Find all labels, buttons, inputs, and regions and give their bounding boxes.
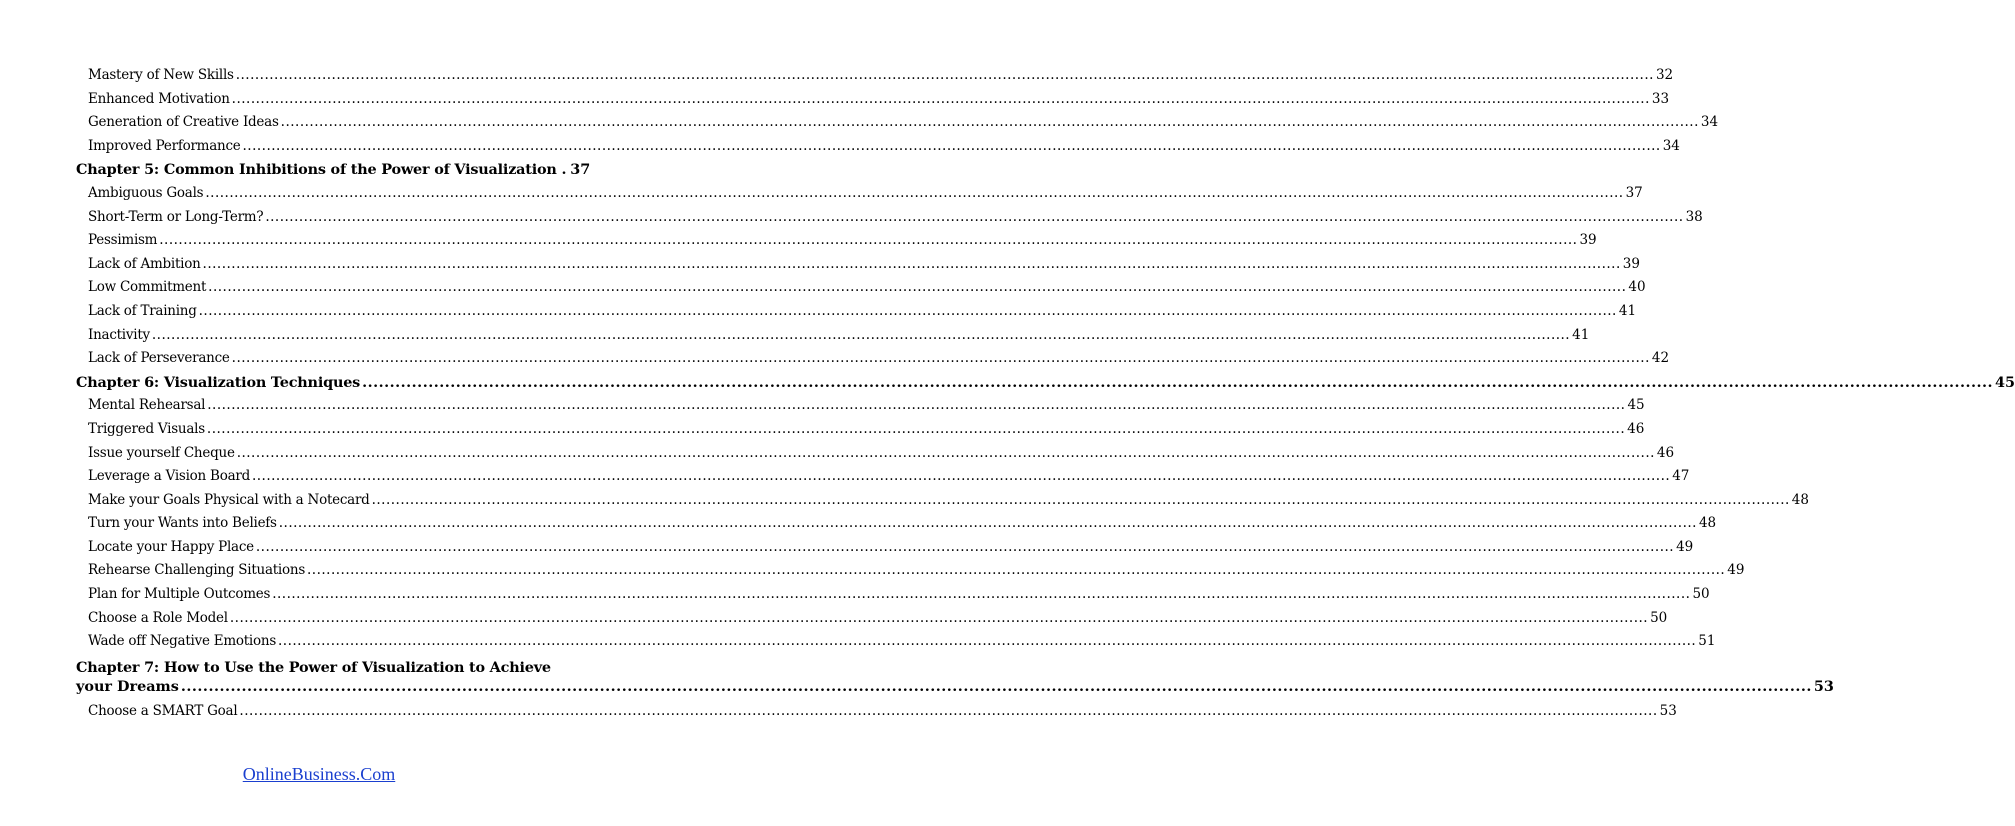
dot-leader [230, 607, 1648, 631]
toc-chapter-title: Chapter 5: Common Inhibitions of the Power of Visualization . [76, 161, 567, 179]
toc-entry-page: 50 [1650, 609, 1668, 626]
dot-leader [278, 630, 1696, 654]
footer [0, 764, 638, 785]
toc-entry-title: Triggered Visuals [88, 420, 205, 437]
toc-chapter-page: 45 [1995, 373, 2015, 391]
toc-entry-page: 32 [1655, 67, 1674, 83]
toc-chapter-6[interactable] [76, 371, 2015, 395]
toc-chapter-title-line1: Chapter 7: How to Use the Power of Visualization to Achieve [76, 658, 551, 676]
toc-entry[interactable] [76, 206, 1703, 230]
toc-entry-title: Wade off Negative Emotions [88, 633, 277, 650]
toc-entry[interactable] [76, 276, 1646, 300]
toc-entry[interactable] [76, 324, 1590, 348]
toc-entry-title: Locate your Happy Place [88, 538, 254, 555]
footer-link[interactable]: OnlineBusiness.Com [242, 764, 396, 784]
toc-entry-title: Pessimism [88, 232, 158, 249]
toc-entry-title: Improved Performance [88, 137, 241, 154]
toc-entry-page: 42 [1651, 350, 1670, 367]
toc-entry[interactable] [76, 512, 1717, 536]
toc-entry-title: Enhanced Motivation [88, 90, 230, 107]
toc-entry-title: Issue yourself Cheque [88, 444, 235, 461]
toc-chapter-5[interactable] [76, 158, 591, 182]
toc-entry-page: 46 [1656, 444, 1675, 461]
toc-entry[interactable] [76, 394, 1645, 418]
dot-leader [232, 88, 1650, 112]
dot-leader [208, 276, 1626, 300]
dot-leader [265, 206, 1683, 230]
toc-entry[interactable] [76, 182, 1643, 206]
toc-entry[interactable] [76, 229, 1597, 253]
toc-entry-title: Ambiguous Goals [88, 184, 204, 201]
dot-leader [199, 300, 1617, 324]
toc-chapter-page: 53 [1813, 677, 1834, 695]
toc-chapter-title-line2: your Dreams [76, 677, 179, 695]
toc-entry[interactable] [76, 607, 1668, 631]
toc-entry-page: 53 [1659, 702, 1677, 719]
toc-entry-page: 49 [1727, 562, 1745, 579]
dot-leader [372, 489, 1790, 513]
dot-leader [239, 700, 1657, 724]
toc-entry-title: Generation of Creative Ideas [88, 114, 279, 131]
toc-entry-title: Lack of Ambition [88, 255, 201, 272]
dot-leader [236, 64, 1654, 88]
toc-entry[interactable] [76, 630, 1716, 654]
toc-entry-title: Turn your Wants into Beliefs [88, 515, 277, 532]
toc-entry[interactable] [76, 135, 1680, 159]
toc-entry-page: 34 [1700, 114, 1719, 131]
dot-leader [281, 111, 1699, 135]
toc-entry-title: Choose a SMART Goal [88, 702, 238, 719]
toc-entry-page: 41 [1618, 302, 1637, 319]
toc-entry-page: 46 [1627, 420, 1645, 437]
toc-entry-title: Inactivity [88, 326, 150, 343]
toc-entry[interactable] [76, 64, 1674, 88]
toc-entry[interactable] [76, 111, 1719, 135]
toc-entry-title: Short-Term or Long-Term? [88, 208, 264, 225]
dot-leader [272, 583, 1690, 607]
table-of-contents [76, 64, 2015, 723]
toc-entry[interactable] [76, 489, 1809, 513]
dot-leader [181, 677, 1812, 696]
toc-chapter-7[interactable] [76, 654, 1834, 700]
toc-entry-page: 49 [1676, 538, 1694, 555]
toc-entry-page: 39 [1579, 232, 1597, 249]
toc-entry-page: 48 [1791, 491, 1809, 508]
toc-chapter-page: 37 [570, 161, 591, 179]
toc-entry-title: Mental Rehearsal [88, 397, 206, 414]
toc-entry-page: 45 [1627, 397, 1645, 414]
dot-leader [152, 324, 1570, 348]
dot-leader [362, 371, 1993, 395]
toc-chapter-title: Chapter 6: Visualization Techniques [76, 373, 361, 391]
dot-leader [279, 512, 1697, 536]
dot-leader [307, 559, 1725, 583]
toc-entry[interactable] [76, 465, 1690, 489]
toc-entry-title: Low Commitment [88, 279, 207, 296]
toc-entry-title: Mastery of New Skills [88, 67, 234, 83]
toc-entry-page: 47 [1672, 468, 1690, 485]
dot-leader [159, 229, 1577, 253]
toc-entry-page: 51 [1698, 633, 1716, 650]
toc-entry-page: 33 [1651, 90, 1670, 107]
toc-entry-title: Leverage a Vision Board [88, 468, 250, 485]
toc-entry[interactable] [76, 418, 1645, 442]
toc-entry-page: 41 [1572, 326, 1590, 343]
toc-entry[interactable] [76, 536, 1694, 560]
toc-entry-page: 37 [1625, 184, 1643, 201]
toc-entry-page: 38 [1685, 208, 1703, 225]
dot-leader [252, 465, 1670, 489]
toc-entry-title: Lack of Perseverance [88, 350, 230, 367]
toc-entry-title: Make your Goals Physical with a Notecard [88, 491, 370, 508]
toc-entry[interactable] [76, 700, 1677, 724]
toc-entry[interactable] [76, 253, 1640, 277]
dot-leader [207, 418, 1625, 442]
toc-entry[interactable] [76, 300, 1637, 324]
toc-entry-page: 34 [1662, 137, 1680, 154]
dot-leader [256, 536, 1674, 560]
dot-leader [203, 253, 1621, 277]
toc-entry[interactable] [76, 347, 1670, 371]
dot-leader [243, 135, 1661, 159]
toc-entry[interactable] [76, 442, 1675, 466]
dot-leader [207, 394, 1625, 418]
toc-entry[interactable] [76, 88, 1670, 112]
toc-entry-page: 40 [1628, 279, 1646, 296]
dot-leader [232, 347, 1650, 371]
toc-entry-title: Plan for Multiple Outcomes [88, 586, 271, 603]
toc-entry-title: Lack of Training [88, 302, 197, 319]
toc-entry-title: Rehearse Challenging Situations [88, 562, 306, 579]
toc-entry-title: Choose a Role Model [88, 609, 228, 626]
toc-entry[interactable] [76, 559, 1745, 583]
toc-entry-page: 48 [1698, 515, 1717, 532]
toc-entry-page: 50 [1692, 586, 1710, 603]
toc-entry[interactable] [76, 583, 1710, 607]
dot-leader [237, 442, 1655, 466]
dot-leader [205, 182, 1623, 206]
toc-entry-page: 39 [1622, 255, 1640, 272]
